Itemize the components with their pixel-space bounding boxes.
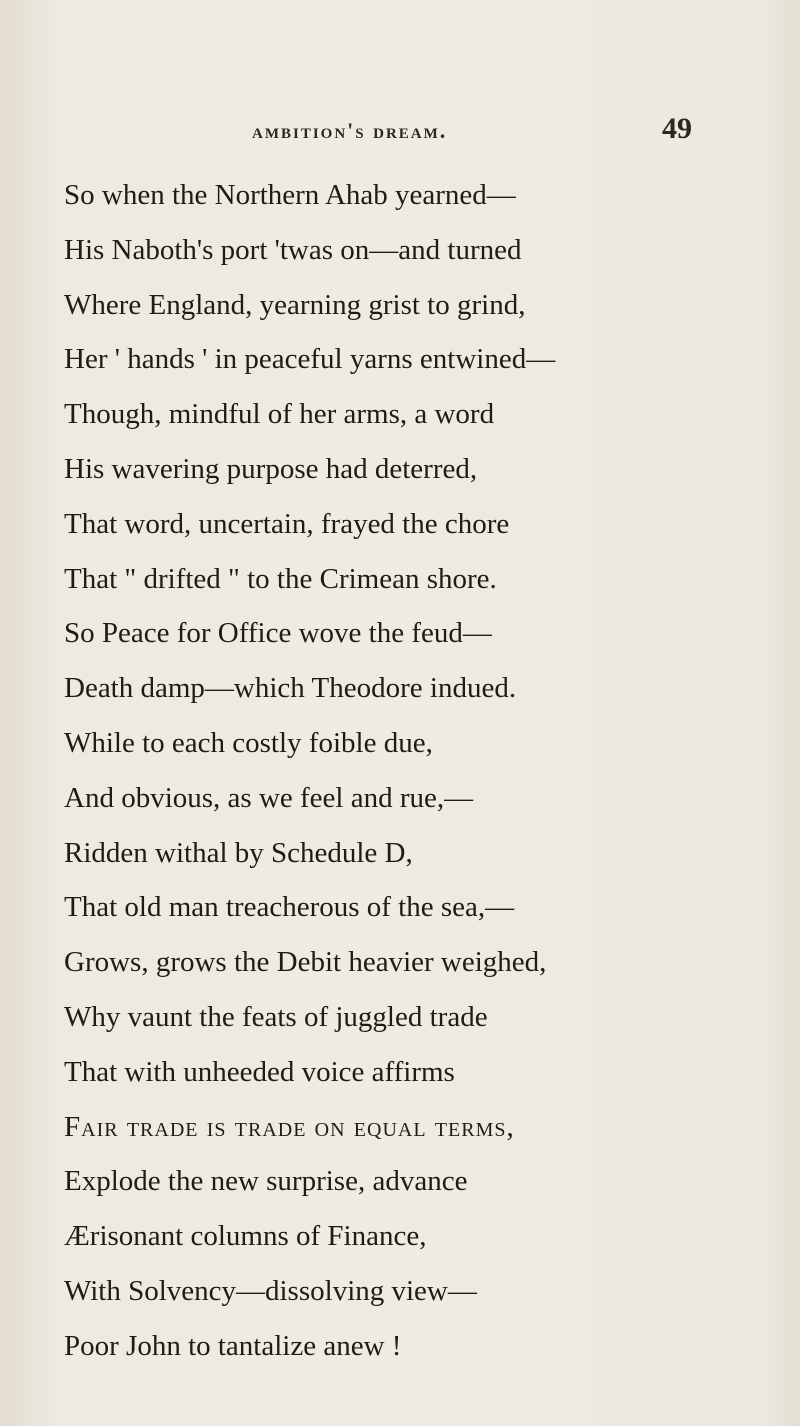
poem-line: So when the Northern Ahab yearned—: [64, 179, 516, 211]
poem-line: While to each costly foible due,: [64, 726, 433, 759]
poem-line: Ærisonant columns of Finance,: [64, 1220, 427, 1253]
running-head: [0, 112, 800, 152]
poem-line: Where England, yearning grist to grind,: [64, 288, 526, 321]
poem-line: Explode the new surprise, advance: [64, 1165, 468, 1198]
poem: [64, 168, 764, 1374]
poem-line: Poor John to tantalize anew !: [64, 1329, 402, 1362]
poem-line: His Naboth's port 'twas on—and turned: [64, 233, 522, 266]
poem-line: Though, mindful of her arms, a word: [64, 398, 495, 431]
poem-line: Ridden withal by Schedule D,: [64, 836, 413, 869]
poem-line: Grows, grows the Debit heavier weighed,: [64, 946, 547, 979]
poem-line: His wavering purpose had deterred,: [64, 452, 478, 485]
poem-line: That with unheeded voice affirms: [64, 1055, 455, 1088]
poem-line: Her ' hands ' in peaceful yarns entwined—: [64, 343, 556, 376]
poem-line: Fair trade is trade on equal terms,: [64, 1110, 515, 1143]
poem-line: That word, uncertain, frayed the chore: [64, 507, 510, 540]
poem-line: Death damp—which Theodore indued.: [64, 672, 517, 705]
poem-line: With Solvency—dissolving view—: [64, 1274, 477, 1307]
poem-line: That old man treacherous of the sea,—: [64, 891, 515, 924]
running-title: ambition's dream.: [252, 118, 448, 143]
poem-line: That " drifted " to the Crimean shore.: [64, 562, 497, 595]
page-number: 49: [662, 112, 692, 145]
poem-line: And obvious, as we feel and rue,—: [64, 781, 474, 814]
poem-line: Why vaunt the feats of juggled trade: [64, 1000, 488, 1033]
poem-line: So Peace for Office wove the feud—: [64, 617, 492, 650]
